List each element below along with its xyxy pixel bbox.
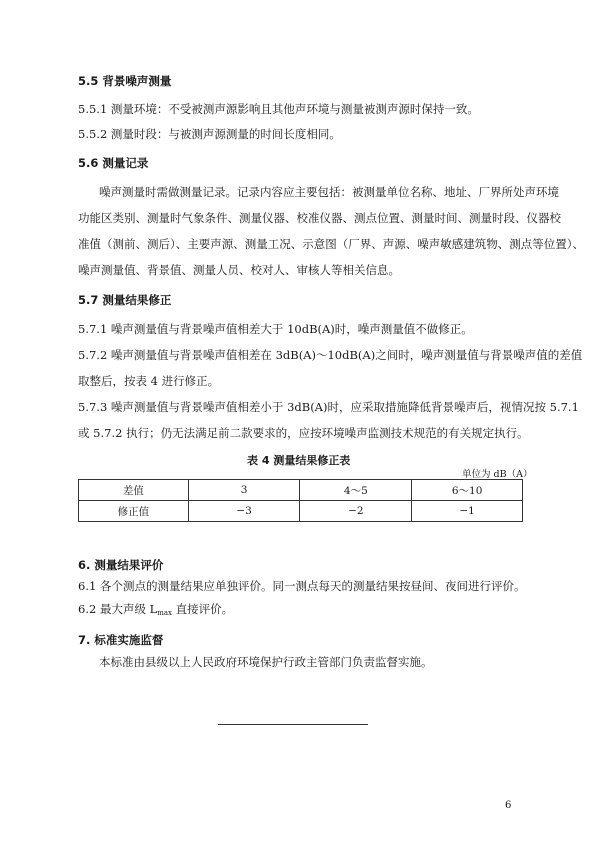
paragraph-5-7-1: 5.7.1 噪声测量值与背景噪声值相差大于 10dB(A)时，噪声测量值不做修正。 — [78, 322, 473, 336]
section-6-heading: 6. 测量结果评价 — [78, 558, 164, 572]
correction-table — [78, 479, 523, 522]
table-cell: 差值 — [79, 480, 189, 501]
paragraph-5-6-line-2: 功能区类别、测量时气象条件、测量仪器、校准仪器、测点位置、测量时间、测量时段、仪器校 — [78, 211, 561, 225]
paragraph-5-7-3-line-2: 或 5.7.2 执行；仍无法满足前二款要求的，应按环境噪声监测技术规范的有关规定执行。 — [78, 426, 529, 440]
section-7-heading: 7. 标准实施监督 — [78, 633, 164, 647]
paragraph-5-5-2: 5.5.2 测量时段：与被测声源测量的时间长度相同。 — [78, 127, 341, 141]
table-cell: 4～5 — [300, 480, 412, 501]
table-cell: 6～10 — [412, 480, 523, 501]
table-row — [79, 480, 523, 501]
paragraph-5-7-2-line-2: 取整后，按表 4 进行修正。 — [78, 374, 220, 388]
table-row — [79, 501, 523, 522]
paragraph-5-6-line-3: 准值（测前、测后）、主要声源、测量工况、示意图（厂界、声源、噪声敏感建筑物、测点等位置）、 — [78, 237, 584, 251]
paragraph-5-7-3-line-1: 5.7.3 噪声测量值与背景噪声值相差小于 3dB(A)时，应采取措施降低背景噪声后，视情况按 5.7.1 — [78, 400, 579, 414]
table-cell: −1 — [412, 501, 523, 522]
paragraph-5-6-line-1: 噪声测量时需做测量记录。记录内容应主要包括：被测量单位名称、地址、厂界所处声环境 — [99, 185, 559, 199]
paragraph-6-2-subscript: max — [157, 609, 173, 617]
paragraph-5-7-2-line-1: 5.7.2 噪声测量值与背景噪声值相差在 3dB(A)～10dB(A)之间时，噪声测量值与背景噪声值的差值 — [78, 348, 583, 362]
table-cell: 3 — [188, 480, 300, 501]
paragraph-6-2 — [78, 601, 233, 617]
paragraph-7: 本标准由县级以上人民政府环境保护行政主管部门负责监督实施。 — [99, 655, 433, 669]
section-5-5-heading: 5.5 背景噪声测量 — [78, 74, 172, 88]
paragraph-6-2-suffix: 直接评价。 — [172, 602, 234, 616]
table-cell: −3 — [188, 501, 300, 522]
table-caption: 表 4 测量结果修正表 — [247, 454, 351, 467]
paragraph-5-5-1: 5.5.1 测量环境：不受被测声源影响且其他声环境与测量被测声源时保持一致。 — [78, 102, 479, 116]
table-cell: 修正值 — [79, 501, 189, 522]
table-cell: −2 — [300, 501, 412, 522]
end-rule — [218, 724, 368, 725]
section-5-7-heading: 5.7 测量结果修正 — [78, 293, 172, 307]
paragraph-6-2-prefix: 6.2 最大声级 L — [78, 602, 158, 616]
table-unit: 单位为 dB（A） — [462, 469, 533, 480]
paragraph-6-1: 6.1 各个测点的测量结果应单独评价。同一测点每天的测量结果按昼间、夜间进行评价。 — [78, 579, 526, 593]
paragraph-5-6-line-4: 噪声测量值、背景值、测量人员、校对人、审核人等相关信息。 — [78, 263, 400, 277]
section-5-6-heading: 5.6 测量记录 — [78, 156, 149, 170]
page-number: 6 — [505, 800, 512, 811]
